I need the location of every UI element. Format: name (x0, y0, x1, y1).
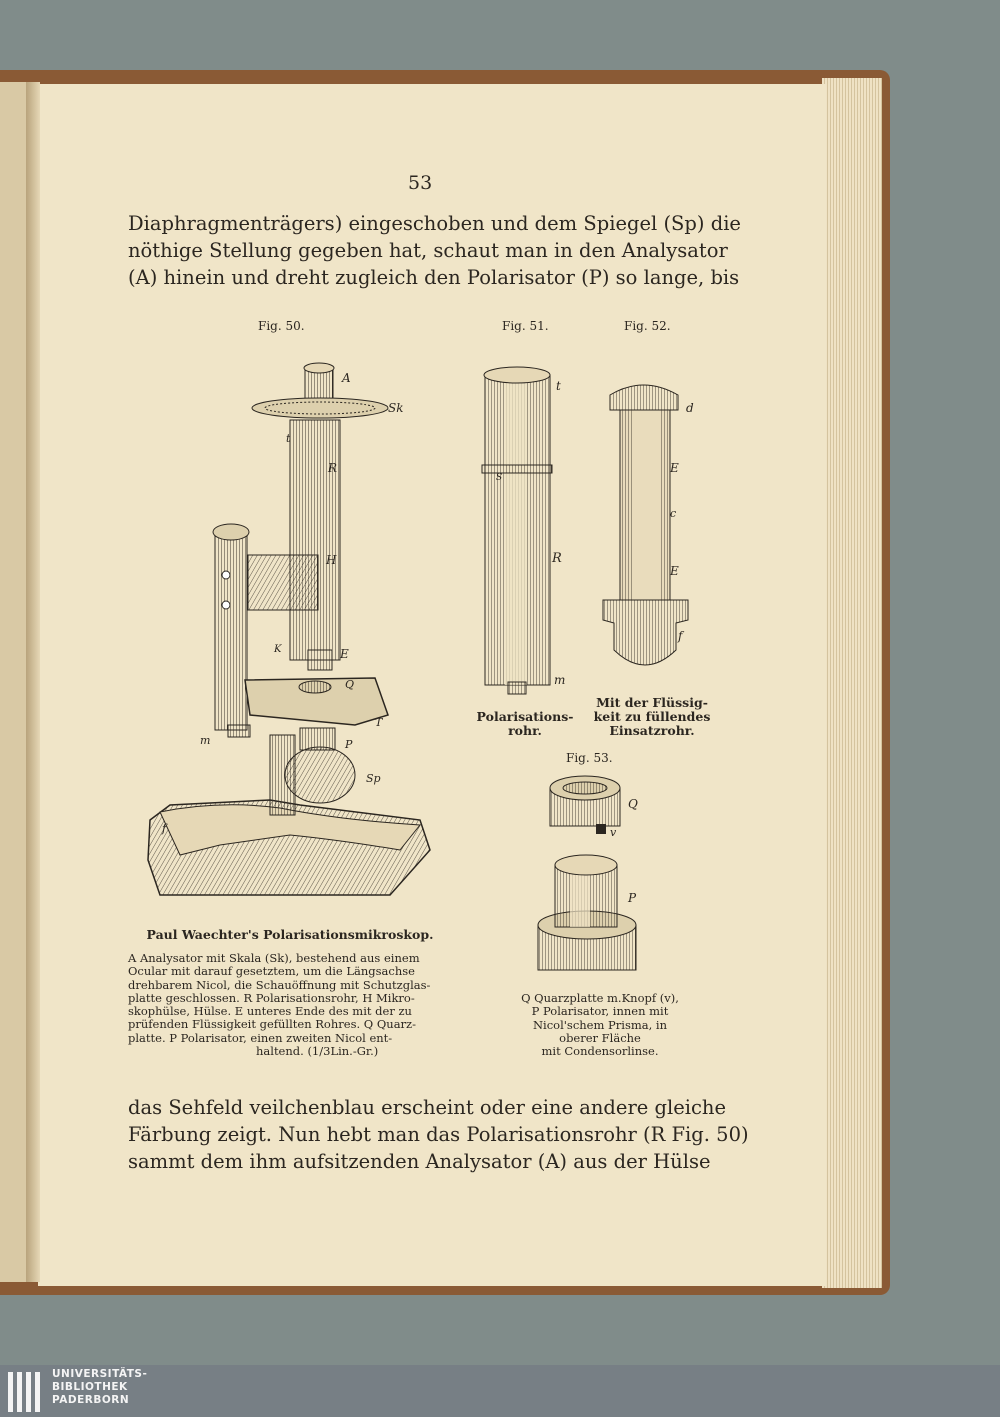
text-line: sammt dem ihm aufsitzenden Analysator (A) aus der Hülse (128, 1150, 711, 1173)
fig52-letter-E1: E (670, 461, 679, 475)
page-fore-edge (822, 78, 882, 1288)
caption-line: Mit der Flüssig- (596, 695, 708, 710)
text-line: Diaphragmenträgers) eingeschoben und dem Spiegel (Sp) die (128, 212, 741, 235)
fig52-label: Fig. 52. (624, 319, 671, 333)
caption-line: drehbarem Nicol, die Schauöffnung mit Schutzglas- (128, 977, 431, 992)
library-line: BIBLIOTHEK (52, 1381, 128, 1393)
caption-line: Einsatzrohr. (609, 723, 695, 738)
fig53-label: Fig. 53. (566, 751, 613, 765)
fig53-quartz-polarisator-illustration (530, 770, 660, 985)
fig52-letter-d: d (686, 401, 694, 415)
text-line: (A) hinein und dreht zugleich den Polarisator (P) so lange, bis (128, 266, 740, 289)
fig52-caption (578, 696, 726, 738)
fig53-letter-Q: Q (628, 797, 638, 811)
caption-line: skophülse, Hülse. E unteres Ende des mit der zu (128, 1004, 412, 1019)
fig51-letter-t: t (556, 379, 561, 393)
fig51-letter-R: R (552, 551, 562, 566)
fig51-letter-S: S (496, 473, 503, 483)
fig51-letter-m: m (554, 673, 566, 687)
fig50-label: Fig. 50. (258, 319, 305, 333)
caption-line: mit Condensorlinse. (541, 1044, 659, 1059)
caption-line: platte. P Polarisator, einen zweiten Nicol ent- (128, 1030, 393, 1045)
fig53-letter-v: v (610, 826, 617, 839)
caption-line: P Polarisator, innen mit (531, 1004, 669, 1019)
fig50-caption (128, 952, 448, 1058)
caption-line: Nicol'schem Prisma, in (532, 1017, 668, 1032)
fig50-letter-f: f (162, 822, 167, 835)
fig50-letter-P: P (345, 738, 353, 751)
fig52-letter-c: c (670, 507, 677, 520)
fig52-letter-f: f (678, 629, 683, 643)
fig52-insert-tube-illustration (598, 375, 708, 685)
fig50-letter-T: T (375, 716, 383, 729)
fig50-letter-Q: Q (345, 678, 355, 691)
fig50-letter-m: m (200, 734, 211, 747)
text-line: nöthige Stellung gegeben hat, schaut man in den Analysator (128, 239, 728, 262)
fig50-title: Paul Waechter's Polarisationsmikroskop. (146, 927, 434, 942)
fig53-letter-P: P (628, 891, 637, 905)
text-line: das Sehfeld veilchenblau erscheint oder eine andere gleiche (128, 1096, 727, 1119)
page-number: 53 (408, 172, 433, 194)
caption-line: Ocular mit darauf gesetztem, um die Längsachse (128, 964, 415, 979)
caption-line: oberer Fläche (559, 1030, 641, 1045)
fig50-letter-Sp: Sp (366, 772, 381, 785)
caption-line: keit zu füllendes (593, 709, 711, 724)
caption-line: Polarisations- (476, 709, 574, 724)
fig51-label: Fig. 51. (502, 319, 549, 333)
paragraph-top (128, 210, 741, 291)
library-line: UNIVERSITÄTS- (52, 1368, 148, 1380)
library-line: PADERBORN (52, 1394, 130, 1406)
page-gutter (26, 82, 40, 1282)
caption-line: rohr. (508, 723, 542, 738)
fig51-polarisation-tube-illustration (470, 360, 580, 700)
fig53-caption (505, 992, 695, 1058)
fig50-letter-R: R (328, 461, 338, 475)
library-logo-icon (6, 1370, 46, 1414)
fig50-letter-A: A (342, 371, 351, 385)
fig50-letter-H: H (326, 553, 337, 567)
caption-line: prüfenden Flüssigkeit gefüllten Rohres. Q Quarz- (128, 1017, 416, 1032)
fig50-microscope-illustration (140, 350, 440, 900)
caption-line: Q Quarzplatte m.Knopf (v), (521, 991, 679, 1005)
fig50-letter-K: K (274, 644, 282, 655)
caption-line: platte geschlossen. R Polarisationsrohr, H Mikro- (128, 990, 415, 1005)
fig50-letter-t: t (286, 432, 291, 445)
fig51-caption (470, 710, 580, 738)
library-name (52, 1368, 147, 1407)
caption-line: A Analysator mit Skala (Sk), bestehend aus einem (128, 951, 420, 965)
caption-line: haltend. (1/3Lin.-Gr.) (256, 1044, 379, 1059)
fig52-letter-E2: E (670, 564, 679, 578)
fig50-letter-E: E (340, 647, 349, 661)
text-line: Färbung zeigt. Nun hebt man das Polarisationsrohr (R Fig. 50) (128, 1123, 749, 1146)
fig50-letter-Sk: Sk (388, 401, 404, 415)
library-footer-bar (0, 1365, 1000, 1417)
paragraph-bottom (128, 1094, 749, 1175)
